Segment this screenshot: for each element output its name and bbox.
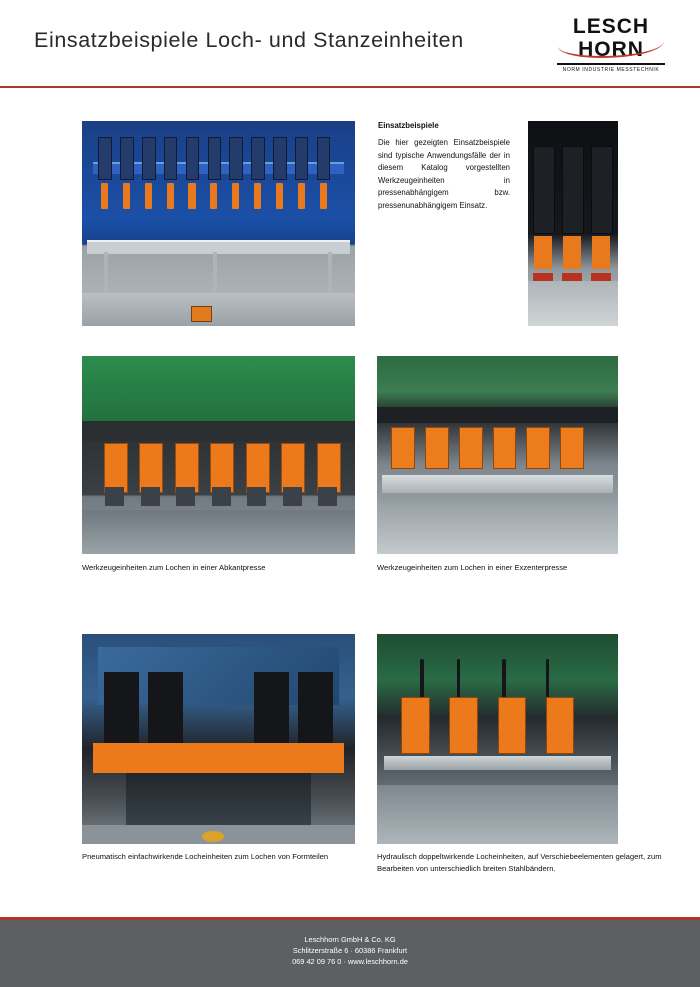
figure-press-bank-blue [82,121,355,326]
logo-subline: NORM INDUSTRIE MESSTECHNIK [562,67,660,73]
figure-exzenterpresse [377,356,618,554]
company-logo [556,14,666,72]
footer-address: Schlitzerstraße 6 · 60386 Frankfurt [292,946,408,955]
caption-exzenterpresse: Werkzeugeinheiten zum Lochen in einer Exzenterpresse [377,563,568,572]
figure-pneumatische-locheinheiten [82,634,355,844]
logo-text-line2: HORN [578,38,644,61]
intro-text-block [378,121,510,213]
figure-abkantpresse [82,356,355,554]
footer-divider [0,917,700,920]
header-divider [0,86,700,88]
footer-company: Leschhorn GmbH & Co. KG [304,935,396,944]
logo-divider [557,63,665,65]
logo-text-line1: LESCH [572,15,650,38]
caption-hydraulische-locheinheiten: Hydraulisch doppeltwirkende Locheinheiten, auf Verschiebeelementen gelagert, zum Bearbeiten von unterschiedlich breiten Stahlbändern. [377,852,662,873]
page-header [0,0,700,88]
caption-pneumatische-locheinheiten: Pneumatisch einfachwirkende Locheinheiten zum Lochen von Formteilen [82,852,329,861]
footer-phone-web: 069 42 09 76 0 · www.leschhorn.de [292,957,408,966]
figure-dark-machine-orange-units [528,121,618,326]
intro-body: Die hier gezeigten Einsatzbeispiele sind typische Anwendungsfälle der in diesem Katalog vorgestellten Werkzeugeinheiten in pressenabhängigem bzw. pressenunabhängigem Einsatz. [378,138,510,210]
page-title: Einsatzbeispiele Loch- und Stanzeinheiten [34,28,464,52]
caption-abkantpresse: Werkzeugeinheiten zum Lochen in einer Abkantpresse [82,563,266,572]
intro-title: Einsatzbeispiele [378,121,439,130]
figure-hydraulische-locheinheiten [377,634,618,844]
footer-contact [0,934,700,967]
